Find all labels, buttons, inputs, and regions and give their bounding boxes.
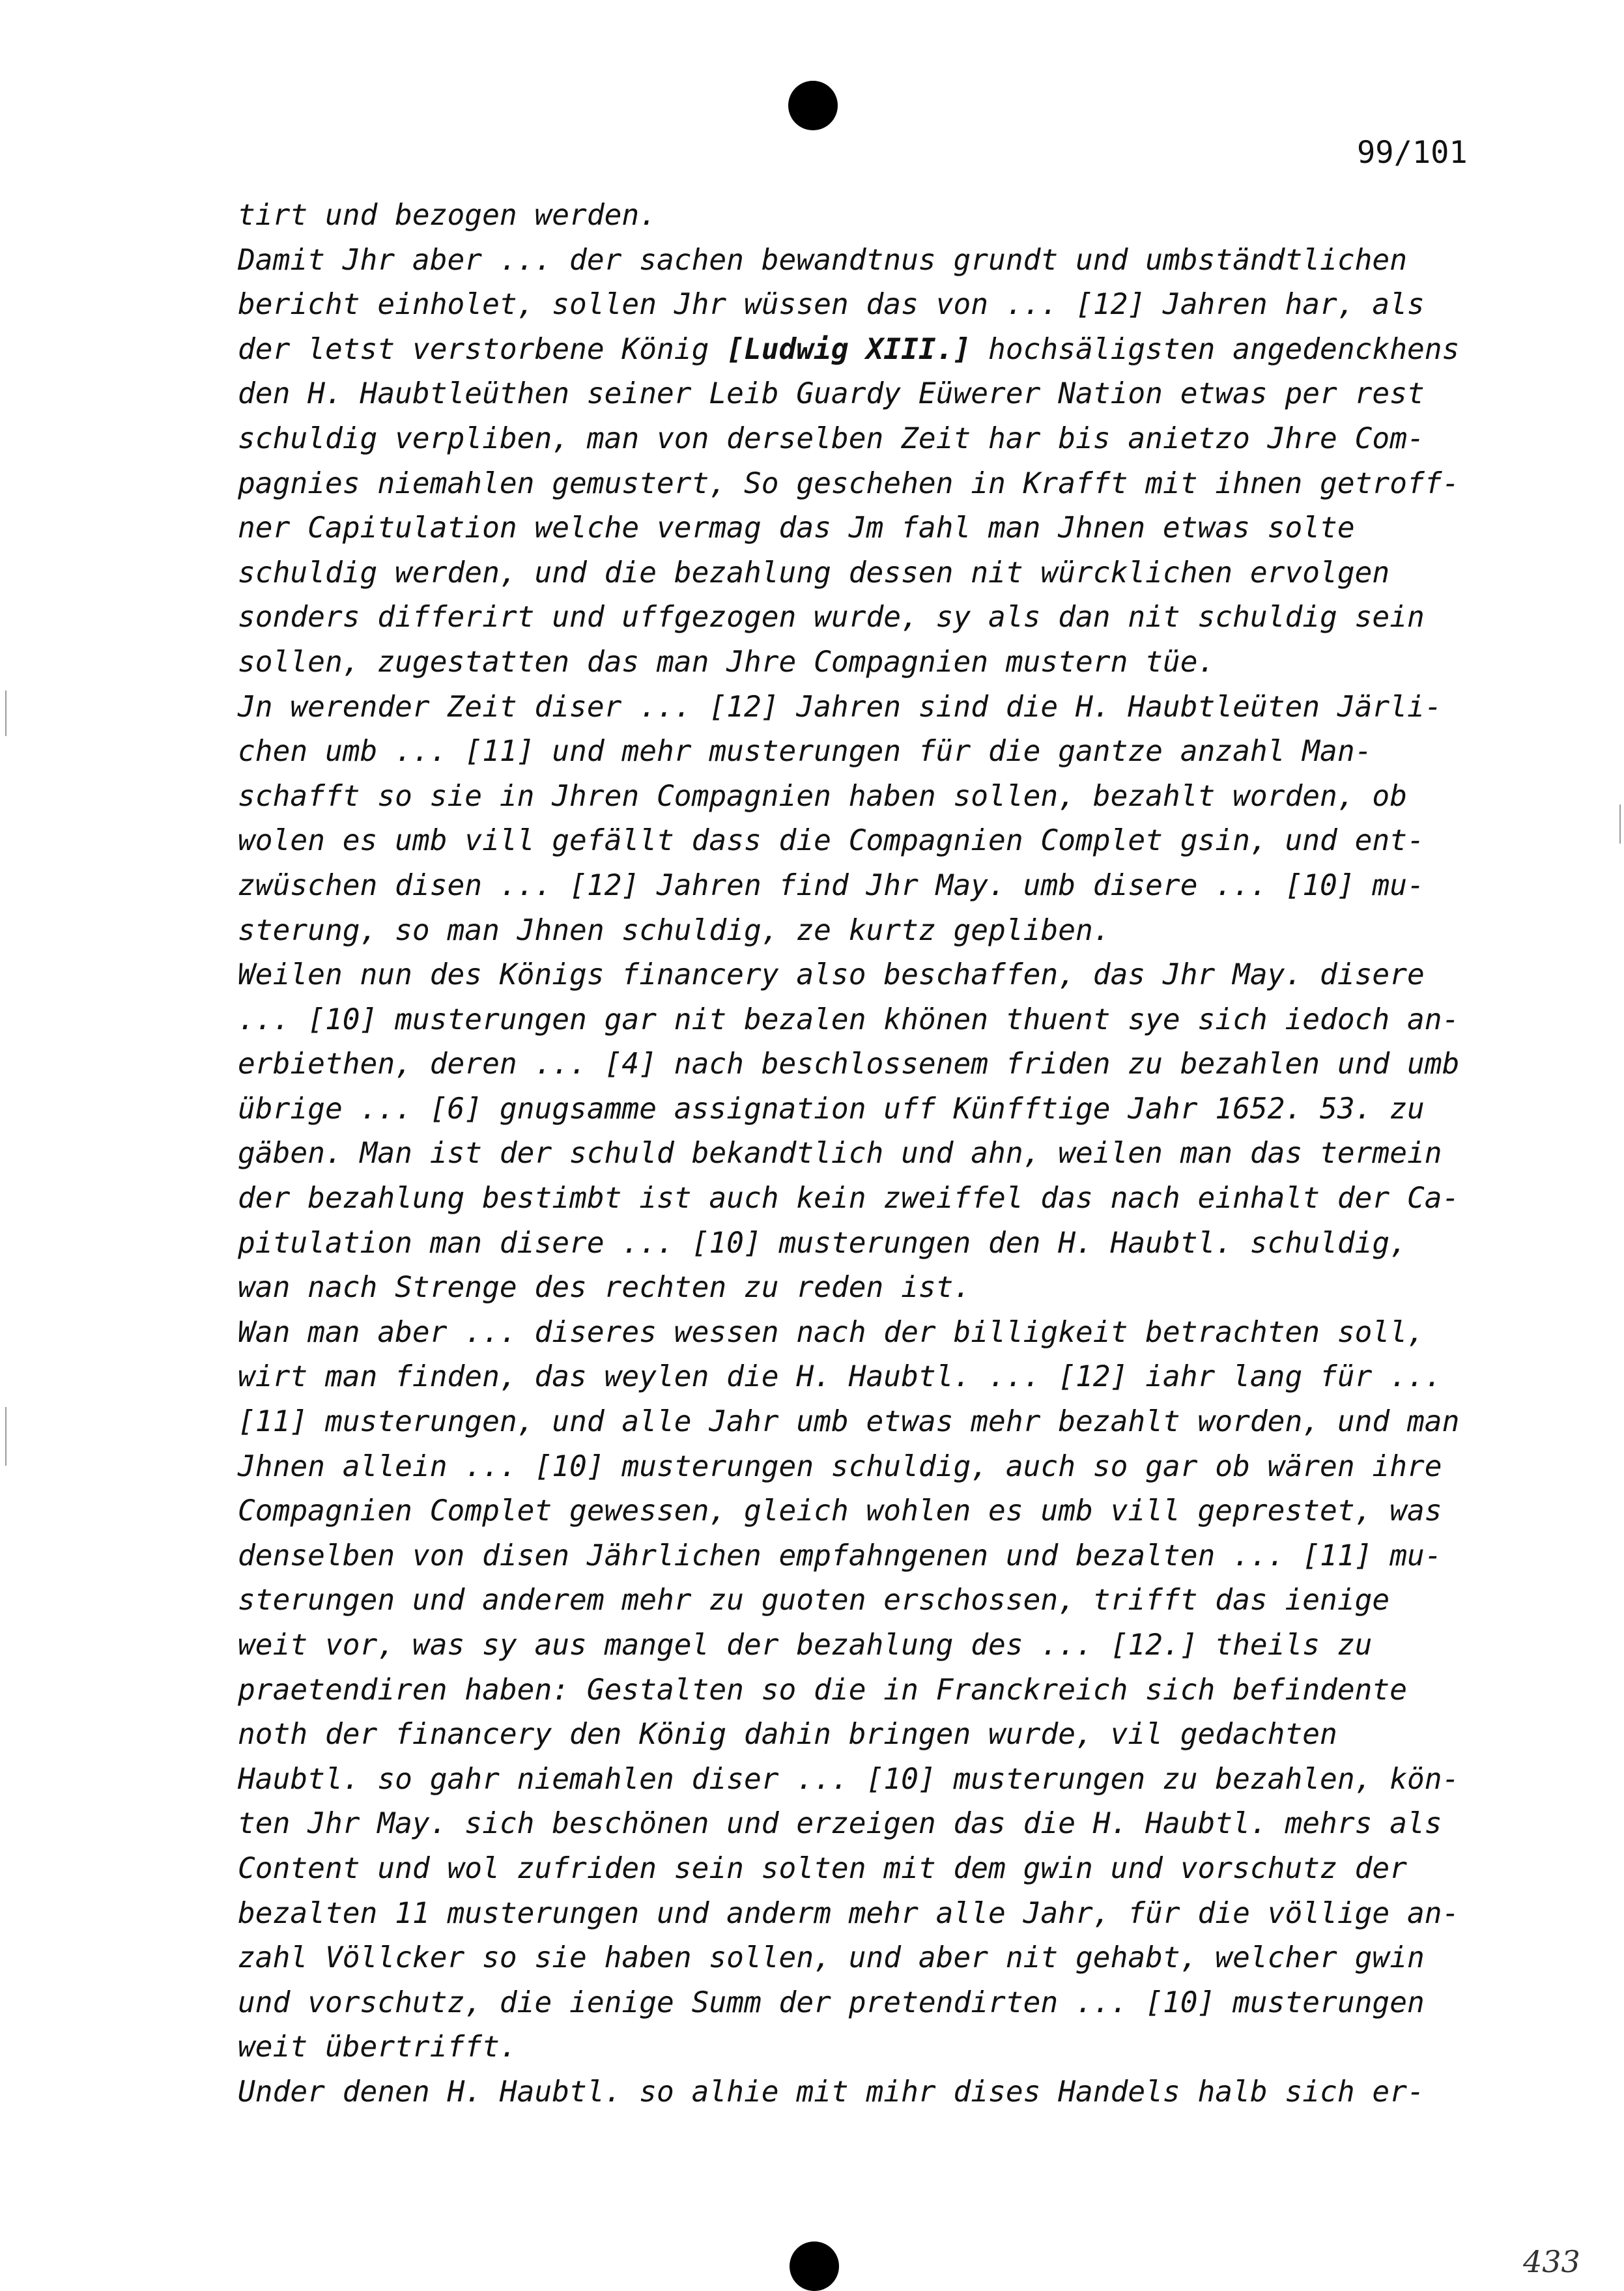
text-line: wolen es umb vill gefällt dass die Compagnien Complet gsin, und ent-	[238, 824, 1425, 858]
text-line: pitulation man disere ... [10] musterungen den H. Haubtl. schuldig,	[238, 1226, 1408, 1260]
text-line: ten Jhr May. sich beschönen und erzeigen das die H. Haubtl. mehrs als	[238, 1807, 1442, 1841]
text-line: Wan man aber ... diseres wessen nach der billigkeit betrachten soll,	[238, 1315, 1425, 1349]
text-line: schuldig werden, und die bezahlung dessen nit würcklichen ervolgen	[238, 556, 1390, 590]
text-line: erbiethen, deren ... [4] nach beschlossenem friden zu bezahlen und umb	[238, 1047, 1460, 1081]
archive-folio-number: 433	[1523, 2244, 1580, 2279]
text-line: wan nach Strenge des rechten zu reden ist.	[238, 1271, 971, 1305]
scan-edge-mark	[5, 1407, 7, 1466]
text-line: [11] musterungen, und alle Jahr umb etwas mehr bezahlt worden, und man	[238, 1405, 1460, 1439]
page-number: 99/101	[1357, 135, 1468, 171]
text-line: der bezahlung bestimbt ist auch kein zweiffel das nach einhalt der Ca-	[238, 1182, 1460, 1216]
text-line: weit vor, was sy aus mangel der bezahlung des ... [12.] theils zu	[238, 1629, 1373, 1662]
text-line: Compagnien Complet gewessen, gleich wohlen es umb vill geprestet, was	[238, 1494, 1442, 1528]
scan-edge-mark	[1619, 804, 1621, 844]
text-line: pagnies niemahlen gemustert, So geschehen in Krafft mit ihnen getroff-	[238, 466, 1460, 500]
text-line: Under denen H. Haubtl. so alhie mit mihr dises Handels halb sich er-	[238, 2075, 1425, 2109]
text-line: chen umb ... [11] und mehr musterungen für die gantze anzahl Man-	[238, 735, 1373, 769]
body-text	[238, 193, 1508, 2115]
text-line: und vorschutz, die ienige Summ der pretendirten ... [10] musterungen	[238, 1985, 1425, 2019]
text-line: tirt und bezogen werden.	[238, 199, 657, 232]
text-line: schafft so sie in Jhren Compagnien haben sollen, bezahlt worden, ob	[238, 779, 1408, 813]
punch-hole-bottom	[790, 2241, 839, 2291]
text-line: sollen, zugestatten das man Jhre Compagnien mustern tüe.	[238, 645, 1216, 679]
text-line: Jhnen allein ... [10] musterungen schuldig, auch so gar ob wären ihre	[238, 1449, 1442, 1483]
text-line: noth der financery den König dahin bringen wurde, vil gedachten	[238, 1718, 1337, 1752]
text-line: Damit Jhr aber ... der sachen bewandtnus grundt und umbständtlichen	[238, 243, 1408, 277]
text-line: gäben. Man ist der schuld bekandtlich und ahn, weilen man das termein	[238, 1137, 1442, 1171]
text-line: Weilen nun des Königs financery also beschaffen, das Jhr May. disere	[238, 958, 1425, 992]
text-segment: hochsäligsten angedenckhens	[971, 332, 1460, 366]
text-line: Jn werender Zeit diser ... [12] Jahren sind die H. Haubtleüten Järli-	[238, 690, 1442, 724]
text-line: sterung, so man Jhnen schuldig, ze kurtz gepliben.	[238, 913, 1111, 947]
text-line: zahl Völlcker so sie haben sollen, und aber nit gehabt, welcher gwin	[238, 1941, 1425, 1975]
text-line: Content und wol zufriden sein solten mit dem gwin und vorschutz der	[238, 1851, 1408, 1885]
text-line: sterungen und anderem mehr zu guoten erschossen, trifft das ienige	[238, 1584, 1390, 1617]
text-line	[238, 328, 1508, 373]
text-line: bericht einholet, sollen Jhr wüssen das von ... [12] Jahren har, als	[238, 288, 1425, 322]
scan-edge-mark	[5, 690, 7, 736]
text-line: sonders differirt und uffgezogen wurde, sy als dan nit schuldig sein	[238, 601, 1425, 634]
text-line: ner Capitulation welche vermag das Jm fahl man Jhnen etwas solte	[238, 511, 1355, 545]
text-line: denselben von disen Jährlichen empfahngenen und bezalten ... [11] mu-	[238, 1539, 1442, 1572]
text-segment: der letst verstorbene König	[238, 332, 727, 366]
text-line: den H. Haubtleüthen seiner Leib Guardy Eüwerer Nation etwas per rest	[238, 377, 1425, 411]
text-line: zwüschen disen ... [12] Jahren find Jhr May. umb disere ... [10] mu-	[238, 868, 1425, 902]
text-line: schuldig verpliben, man von derselben Zeit har bis anietzo Jhre Com-	[238, 421, 1425, 455]
text-line: wirt man finden, das weylen die H. Haubtl. ... [12] iahr lang für ...	[238, 1360, 1442, 1394]
text-line: Haubtl. so gahr niemahlen diser ... [10] musterungen zu bezahlen, kön-	[238, 1762, 1460, 1796]
text-line: weit übertrifft.	[238, 2030, 517, 2064]
text-line: praetendiren haben: Gestalten so die in Franckreich sich befindente	[238, 1673, 1408, 1707]
text-line: übrige ... [6] gnugsamme assignation uff Künfftige Jahr 1652. 53. zu	[238, 1092, 1425, 1126]
text-line: ... [10] musterungen gar nit bezalen khönen thuent sye sich iedoch an-	[238, 1003, 1460, 1036]
text-line: bezalten 11 musterungen und anderm mehr alle Jahr, für die völlige an-	[238, 1896, 1460, 1930]
punch-hole-top	[788, 81, 838, 130]
editorial-insertion: [Ludwig XIII.]	[726, 332, 971, 366]
